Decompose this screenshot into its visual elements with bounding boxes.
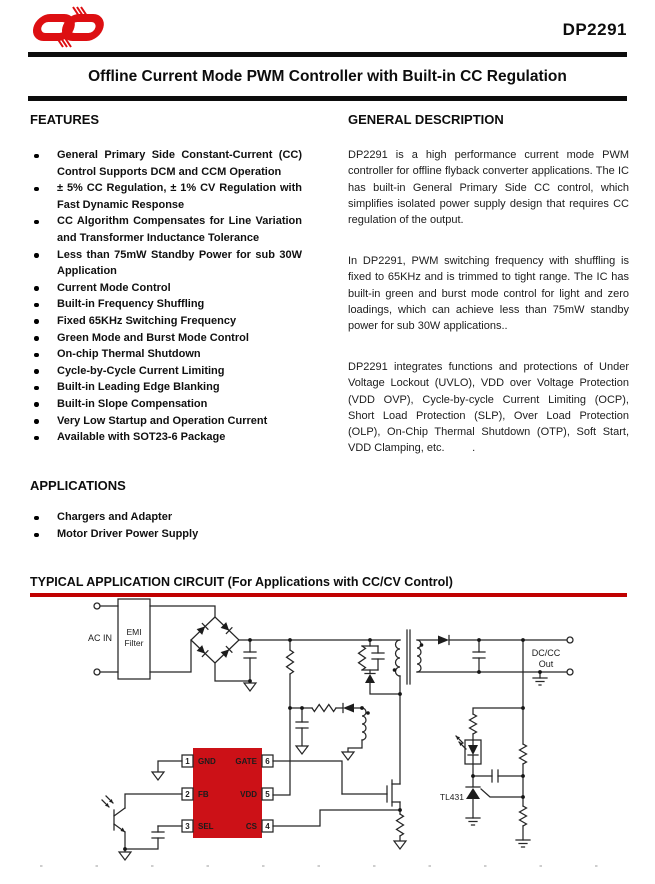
output-ground (533, 672, 547, 685)
tl431-triangle (466, 788, 480, 799)
snubber-network (359, 640, 401, 694)
header-rule-bottom (28, 96, 627, 101)
application-item: Motor Driver Power Supply (30, 526, 302, 543)
dp2291-chip (182, 748, 273, 838)
ground-symbol (342, 752, 354, 760)
pin-number-4: 4 (265, 822, 270, 831)
emi-label-line1: EMI (126, 627, 142, 637)
gnd-pin-ground (152, 761, 182, 780)
logo-right-link (64, 18, 102, 37)
output-terminals (532, 637, 573, 675)
feature-item: Green Mode and Burst Mode Control (30, 330, 302, 347)
feature-item: ± 5% CC Regulation, ± 1% CV Regulation with Fast Dynamic Response (30, 180, 302, 213)
pin-number-5: 5 (265, 790, 270, 799)
dp-logo (27, 5, 117, 49)
ground-symbol (119, 852, 131, 860)
feature-item: Built-in Slope Compensation (30, 396, 302, 413)
application-circuit-schematic (0, 598, 655, 884)
emi-filter-box (118, 599, 150, 679)
applications-list (30, 509, 302, 543)
ground-symbol (152, 772, 164, 780)
startup-resistor (287, 640, 294, 708)
optocoupler (102, 794, 182, 860)
header-rule-top (28, 52, 627, 57)
part-number: DP2291 (562, 20, 627, 39)
pin-name-sel: SEL (198, 822, 214, 831)
cs-pin-wire (273, 810, 400, 826)
feature-item: Available with SOT23-6 Package (30, 429, 302, 446)
dc-out-label-line2: Out (538, 659, 554, 669)
vdd-capacitor (290, 708, 312, 754)
feature-item: CC Algorithm Compensates for Line Variation and Transformer Inductance Tolerance (30, 213, 302, 246)
tl431 (440, 776, 523, 825)
winding-polarity-dot (393, 668, 397, 672)
general-description-heading: GENERAL DESCRIPTION (348, 112, 504, 127)
compensation-capacitor (473, 770, 523, 782)
aux-diode (343, 704, 354, 713)
bridge-rectifier (150, 606, 250, 681)
general-description-paragraphs (348, 147, 629, 457)
pin-number-1: 1 (185, 757, 190, 766)
sense-resistor (394, 810, 406, 849)
document-title: Offline Current Mode PWM Controller with Built-in CC Regulation (88, 68, 567, 85)
feature-item: Current Mode Control (30, 280, 302, 297)
features-heading: FEATURES (30, 112, 100, 127)
accent-rule (30, 593, 627, 597)
vdd-series-resistor (312, 705, 336, 712)
description-paragraph: DP2291 integrates functions and protections of Under Voltage Lockout (UVLO), VDD over Voltage Protection (VDD OVP), Cycle-by-cycle Current Limiting (OCP), Short Load Protection (SLP), Over Load Protection (OLP), On-Chip Thermal Shutdown (OTP), Soft Start, VDD Clamping, etc. . (348, 360, 629, 455)
features-section (30, 112, 302, 446)
winding-polarity-dot (420, 643, 424, 647)
general-description-section (348, 112, 629, 481)
snubber-resistor (359, 646, 366, 670)
feature-item: Less than 75mW Standby Power for sub 30W Application (30, 247, 302, 280)
gate-pin-wire (273, 761, 342, 794)
feature-item: Cycle-by-Cycle Current Limiting (30, 363, 302, 380)
pin-name-cs: CS (245, 822, 257, 831)
dc-out-label-line1: DC/CC (531, 648, 561, 658)
output-diode (438, 636, 449, 645)
transformer (393, 630, 424, 784)
ground-symbol (244, 683, 256, 691)
snubber-diode (365, 674, 375, 683)
pin-name-gnd: GND (198, 757, 216, 766)
pin-name-vdd: VDD (240, 790, 257, 799)
aux-winding (362, 708, 366, 740)
opto-led-branch (456, 708, 523, 776)
divider-resistor-top (520, 744, 527, 764)
pin-name-fb: FB (198, 790, 209, 799)
mosfet (342, 780, 400, 810)
application-item: Chargers and Adapter (30, 509, 302, 526)
feature-item: Fixed 65KHz Switching Frequency (30, 313, 302, 330)
typical-application-heading: TYPICAL APPLICATION CIRCUIT (For Applications with CC/CV Control) (30, 575, 453, 589)
emi-label-line2: Filter (124, 638, 144, 648)
feature-item: Built-in Frequency Shuffling (30, 296, 302, 313)
tl431-label: TL431 (439, 792, 464, 802)
opto-led-diode (468, 745, 478, 755)
output-capacitor (473, 640, 485, 672)
opto-light-arrows (102, 796, 113, 807)
pin-number-3: 3 (185, 822, 190, 831)
divider-resistor-bottom (520, 806, 527, 826)
feature-item: Very Low Startup and Operation Current (30, 413, 302, 430)
bulk-capacitor (244, 640, 256, 691)
feature-item: Built-in Leading Edge Blanking (30, 379, 302, 396)
vdd-pin-wire (273, 708, 290, 795)
feature-item: General Primary Side Constant-Current (CC) Control Supports DCM and CCM Operation (30, 147, 302, 180)
sel-capacitor (125, 826, 182, 849)
ac-input (88, 603, 118, 675)
pin-name-gate: GATE (235, 757, 257, 766)
applications-section (30, 478, 302, 543)
pin-number-6: 6 (265, 757, 270, 766)
winding-polarity-dot (366, 711, 370, 715)
description-paragraph: DP2291 is a high performance current mode PWM controller for offline flyback converter applications. The IC has built-in General Primary Side CC control, which simplifies isolated power supply design that requires CC regulation of the output. (348, 149, 629, 227)
feature-item: On-chip Thermal Shutdown (30, 346, 302, 363)
ground-symbol (296, 746, 308, 754)
ground-symbol (394, 841, 406, 849)
led-series-resistor (470, 714, 477, 734)
ac-in-label: AC IN (87, 633, 113, 643)
applications-heading: APPLICATIONS (30, 478, 126, 493)
aux-supply-branch (312, 704, 370, 761)
voltage-divider (516, 640, 530, 847)
description-paragraph: In DP2291, PWM switching frequency with shuffling is fixed to 65KHz and is trimmed to tight range. The IC has built-in green and burst mode control for light and zero loadings, which can achieve less than 75mW standby power for sub 30W applications.. (348, 254, 629, 333)
pin-number-2: 2 (185, 790, 190, 799)
features-list (30, 147, 302, 446)
